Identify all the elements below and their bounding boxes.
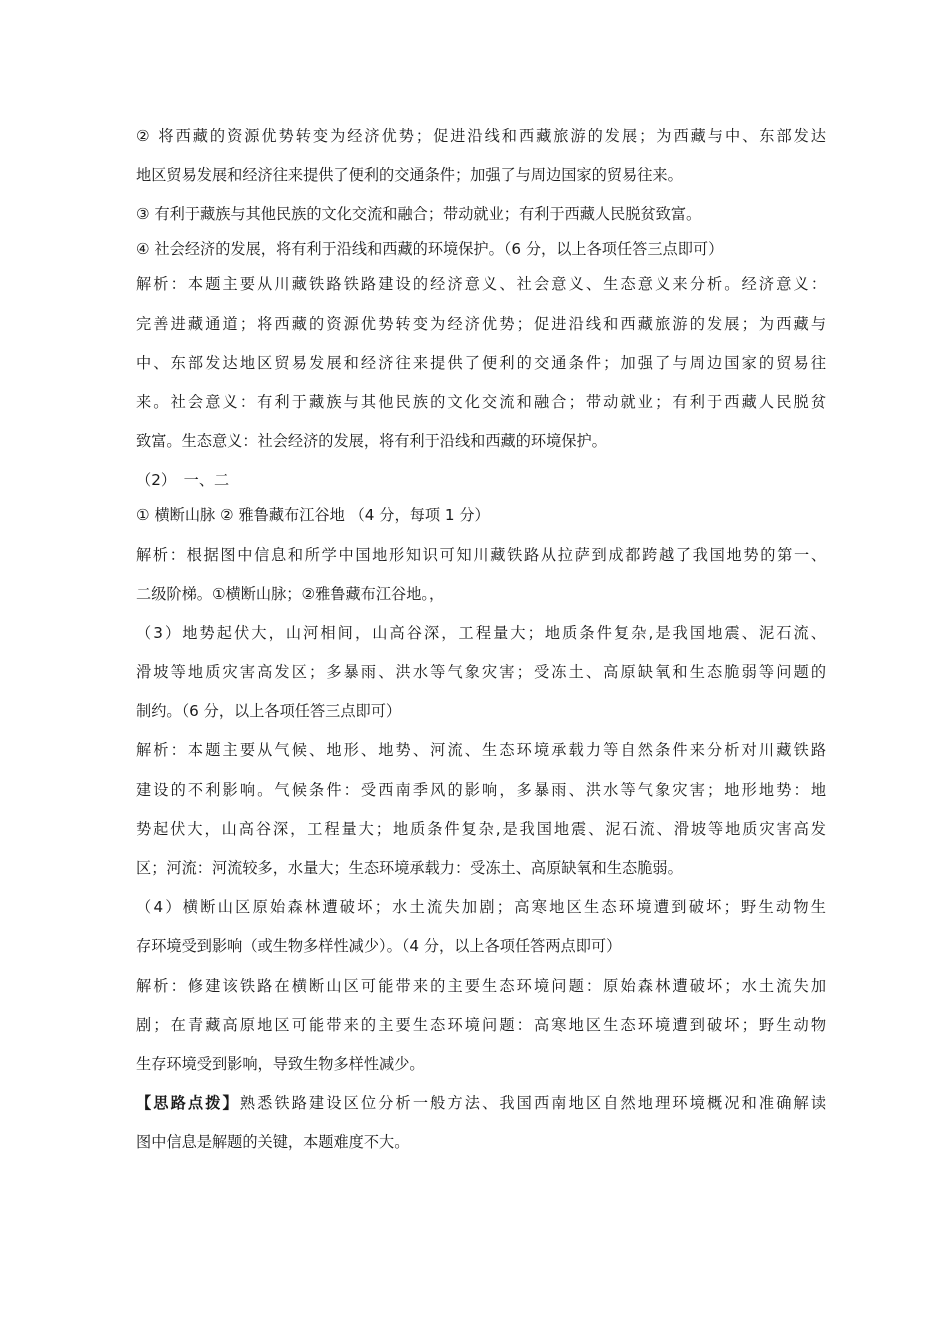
- text-line: 制约。（6 分，以上各项任答三点即可）: [136, 702, 402, 721]
- text-line: ② 将西藏的资源优势转变为经济优势；促进沿线和西藏旅游的发展；为西藏与中、东部发达: [136, 127, 826, 145]
- text-line: 致富。生态意义：社会经济的发展，将有利于沿线和西藏的环境保护。: [136, 432, 607, 451]
- text-line: 解析：本题主要从川藏铁路铁路建设的经济意义、社会意义、生态意义来分析。经济意义：: [136, 275, 826, 294]
- text-line: 二级阶梯。①横断山脉；②雅鲁藏布江谷地。，: [136, 584, 445, 603]
- answer-text-body: [136, 122, 826, 1168]
- text-line: ④ 社会经济的发展，将有利于沿线和西藏的环境保护。（6 分，以上各项任答三点即可）: [136, 240, 724, 259]
- text-line: 中、东部发达地区贸易发展和经济往来提供了便利的交通条件；加强了与周边国家的贸易往: [136, 353, 826, 372]
- text-line: 解析：根据图中信息和所学中国地形知识可知川藏铁路从拉萨到成都跨越了我国地势的第一、: [136, 545, 826, 564]
- text-line: 地区贸易发展和经济往来提供了便利的交通条件；加强了与周边国家的贸易往来。: [136, 166, 683, 185]
- text-line: （2） 一、二: [136, 471, 230, 490]
- text-line: （3）地势起伏大，山河相间，山高谷深，工程量大；地质条件复杂,是我国地震、泥石流、: [136, 623, 826, 642]
- text-line: 来。社会意义：有利于藏族与其他民族的文化交流和融合；带动就业；有利于西藏人民脱贫: [136, 392, 826, 411]
- text-line: 剧；在青藏高原地区可能带来的主要生态环境问题：高寒地区生态环境遭到破坏；野生动物: [136, 1015, 826, 1034]
- text-line: ① 横断山脉 ② 雅鲁藏布江谷地 （4 分，每项 1 分）: [136, 506, 490, 525]
- tip-text: 熟悉铁路建设区位分析一般方法、我国西南地区自然地理环境概况和准确解读: [239, 1094, 826, 1113]
- text-line: 建设的不利影响。气候条件：受西南季风的影响，多暴雨、洪水等气象灾害；地形地势：地: [136, 780, 826, 799]
- text-line: 势起伏大，山高谷深，工程量大；地质条件复杂,是我国地震、泥石流、滑坡等地质灾害高发: [136, 819, 826, 838]
- text-line: 完善进藏通道；将西藏的资源优势转变为经济优势；促进沿线和西藏旅游的发展；为西藏与: [136, 314, 826, 333]
- text-line: 解析：本题主要从气候、地形、地势、河流、生态环境承载力等自然条件来分析对川藏铁路: [136, 741, 826, 760]
- tip-line: [136, 1089, 826, 1128]
- tip-label: 【思路点拨】: [136, 1094, 240, 1113]
- text-line: 解析：修建该铁路在横断山区可能带来的主要生态环境问题：原始森林遭破坏；水土流失加: [136, 976, 826, 995]
- text-line: 区；河流：河流较多，水量大；生态环境承载力：受冻土、高原缺氧和生态脆弱。: [136, 859, 683, 877]
- text-line: （4）横断山区原始森林遭破坏；水土流失加剧；高寒地区生态环境遭到破坏；野生动物生: [136, 898, 826, 917]
- text-line: ③ 有利于藏族与其他民族的文化交流和融合；带动就业；有利于西藏人民脱贫致富。: [136, 205, 702, 224]
- text-line: 滑坡等地质灾害高发区；多暴雨、洪水等气象灾害；受冻土、高原缺氧和生态脆弱等问题的: [136, 663, 826, 682]
- text-line: 存环境受到影响（或生物多样性减少）。（4 分，以上各项任答两点即可）: [136, 937, 622, 956]
- text-line: 图中信息是解题的关键，本题难度不大。: [136, 1133, 410, 1152]
- text-line: 生存环境受到影响，导致生物多样性减少。: [136, 1054, 425, 1073]
